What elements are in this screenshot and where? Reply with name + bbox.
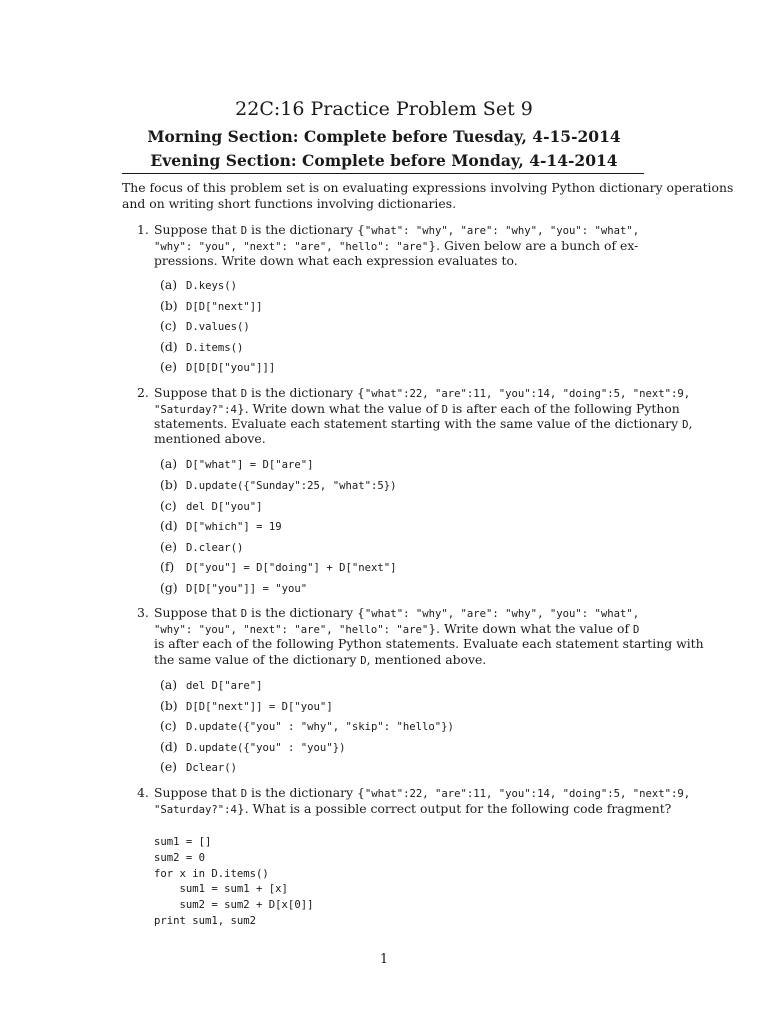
option-item: (c) D.update({"you" : "why", "skip": "hello"}) xyxy=(160,718,454,733)
option-item: (d) D["which"] = 19 xyxy=(160,518,282,533)
problem-number: 1. xyxy=(137,222,149,237)
code-line: sum1 = sum1 + [x] xyxy=(154,883,288,895)
problem-text: Suppose that D is the dictionary {"what":22, "are":11, "you":14, "doing":5, "next":9, xyxy=(154,385,691,400)
option-item: (a) D.keys() xyxy=(160,277,238,292)
evening-deadline: Evening Section: Complete before Monday, 4-14-2014 xyxy=(150,151,618,170)
option-item: (a) D["what"] = D["are"] xyxy=(160,456,314,471)
option-item: (f) D["you"] = D["doing"] + D["next"] xyxy=(160,559,397,574)
problem-number: 2. xyxy=(137,385,149,400)
header-divider xyxy=(122,173,644,174)
intro-line: The focus of this problem set is on evaluating expressions involving Python dictionary operations xyxy=(122,180,734,195)
problem-number: 4. xyxy=(137,785,149,800)
option-item: (c) del D["you"] xyxy=(160,498,263,513)
code-line: print sum1, sum2 xyxy=(154,915,257,927)
option-item: (b) D[D["next"]] xyxy=(160,298,263,313)
problem-text: is after each of the following Python statements. Evaluate each statement starting with xyxy=(154,636,704,651)
code-line: sum2 = sum2 + D[x[0]] xyxy=(154,899,314,911)
problem-text: the same value of the dictionary D, mentioned above. xyxy=(154,652,487,667)
problem-text: mentioned above. xyxy=(154,431,266,446)
problem-text: "why": "you", "next": "are", "hello": "are"}. Write down what the value of D xyxy=(154,621,640,636)
problem-text: Suppose that D is the dictionary {"what":22, "are":11, "you":14, "doing":5, "next":9, xyxy=(154,785,691,800)
option-item: (c) D.values() xyxy=(160,318,250,333)
option-item: (b) D.update({"Sunday":25, "what":5}) xyxy=(160,477,397,492)
page-title: 22C:16 Practice Problem Set 9 xyxy=(235,98,533,120)
option-item: (g) D[D["you"]] = "you" xyxy=(160,580,308,595)
option-item: (d) D.items() xyxy=(160,339,244,354)
problem-text: Suppose that D is the dictionary {"what": "why", "are": "why", "you": "what", xyxy=(154,222,640,237)
option-item: (a) del D["are"] xyxy=(160,677,263,692)
problem-number: 3. xyxy=(137,605,149,620)
code-line: sum1 = [] xyxy=(154,836,212,848)
problem-text: "Saturday?":4}. Write down what the value of D is after each of the following Python xyxy=(154,401,680,416)
morning-deadline: Morning Section: Complete before Tuesday, 4-15-2014 xyxy=(147,127,621,146)
problem-text: pressions. Write down what each expression evaluates to. xyxy=(154,253,518,268)
intro-line: and on writing short functions involving dictionaries. xyxy=(122,196,457,211)
problem-text: "Saturday?":4}. What is a possible correct output for the following code fragment? xyxy=(154,801,672,816)
option-item: (e) D[D[D["you"]]] xyxy=(160,359,276,374)
option-item: (e) Dclear() xyxy=(160,759,238,774)
option-item: (d) D.update({"you" : "you"}) xyxy=(160,739,346,754)
page-number: 1 xyxy=(379,952,389,967)
problem-text: "why": "you", "next": "are", "hello": "are"}. Given below are a bunch of ex- xyxy=(154,238,639,253)
code-line: for x in D.items() xyxy=(154,868,269,880)
code-line: sum2 = 0 xyxy=(154,852,206,864)
option-item: (b) D[D["next"]] = D["you"] xyxy=(160,698,333,713)
problem-text: Suppose that D is the dictionary {"what": "why", "are": "why", "you": "what", xyxy=(154,605,640,620)
option-item: (e) D.clear() xyxy=(160,539,244,554)
problem-text: statements. Evaluate each statement starting with the same value of the dictionary D, xyxy=(154,416,693,431)
